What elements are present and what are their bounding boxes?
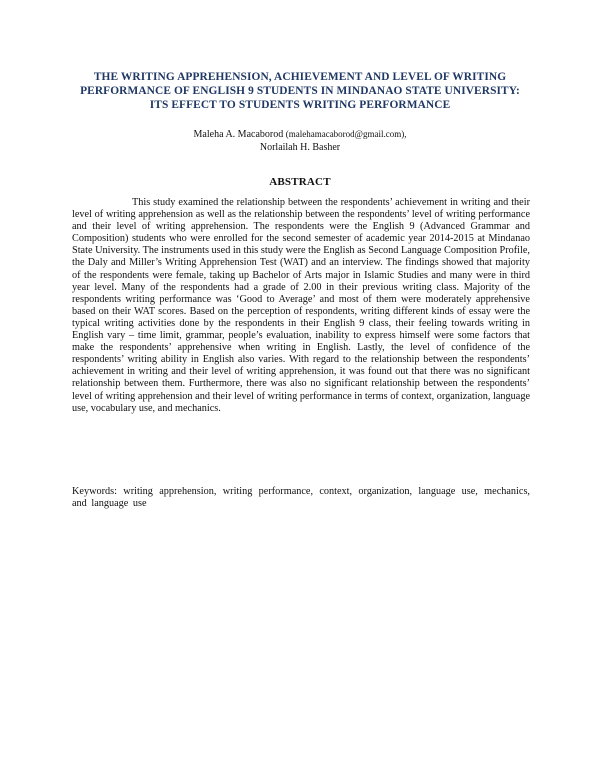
author-line-1 <box>60 128 540 141</box>
paper-title-line-1: THE WRITING APPREHENSION, ACHIEVEMENT AND LEVEL OF WRITING <box>93 71 507 83</box>
paper-title-line-2: PERFORMANCE OF ENGLISH 9 STUDENTS IN MINDANAO STATE UNIVERSITY: <box>80 85 520 98</box>
paper-title-line-3: ITS EFFECT TO STUDENTS WRITING PERFORMANCE <box>149 99 451 112</box>
abstract-heading: ABSTRACT <box>269 176 331 188</box>
author-block <box>60 128 540 154</box>
paper-title <box>60 70 540 113</box>
author-1-email: (malehamacaborod@gmail.com), <box>285 129 407 139</box>
author-2-name: Norlailah H. Basher <box>259 142 341 153</box>
abstract-body: This study examined the relationship between the respondents’ achievement in writing and their level of writing apprehension as well as the relationship between the respondents’ level of writing performance and their level of writing apprehension. The respondents were the English 9 (Advanced Grammar and Composition) students who were enrolled for the second semester of academic year 2014-2015 at Mindanao State University. The instruments used in this study were the English as Second Language Composition Profile, the Daly and Miller’s Writing Apprehension Test (WAT) and an interview. The findings showed that majority of the respondents were female, taking up Bachelor of Arts major in Islamic Studies and many were in third year level. Many of the respondents had a grade of 2.00 in their previous writing class. Majority of the respondents writing performance was ‘Good to Average’ and most of them were moderately apprehensive based on their WAT scores. Based on the perception of respondents, writing different kinds of essay were the typical writing activities done by the respondents in their English 9 class, their feeling towards writing in English vary – time limit, grammar, people’s evaluation, inability to express himself were some factors that make the respondents’ apprehensive when writing in English. Lastly, the level of confidence of the respondents’ writing ability in English also varies. With regard to the relationship between the respondents’ achievement in writing and their level of writing apprehension, it was found out that there was no significant relationship between them. Furthermore, there was also no significant relationship between the respondents’ level of writing apprehension and their level of writing performance in terms of context, organization, language use, vocabulary use, and mechanics. <box>72 197 530 414</box>
keywords-paragraph: Keywords: writing apprehension, writing performance, context, organization, language use, mechanics, and language use <box>72 486 530 510</box>
author-1-name: Maleha A. Macaborod <box>193 129 284 140</box>
